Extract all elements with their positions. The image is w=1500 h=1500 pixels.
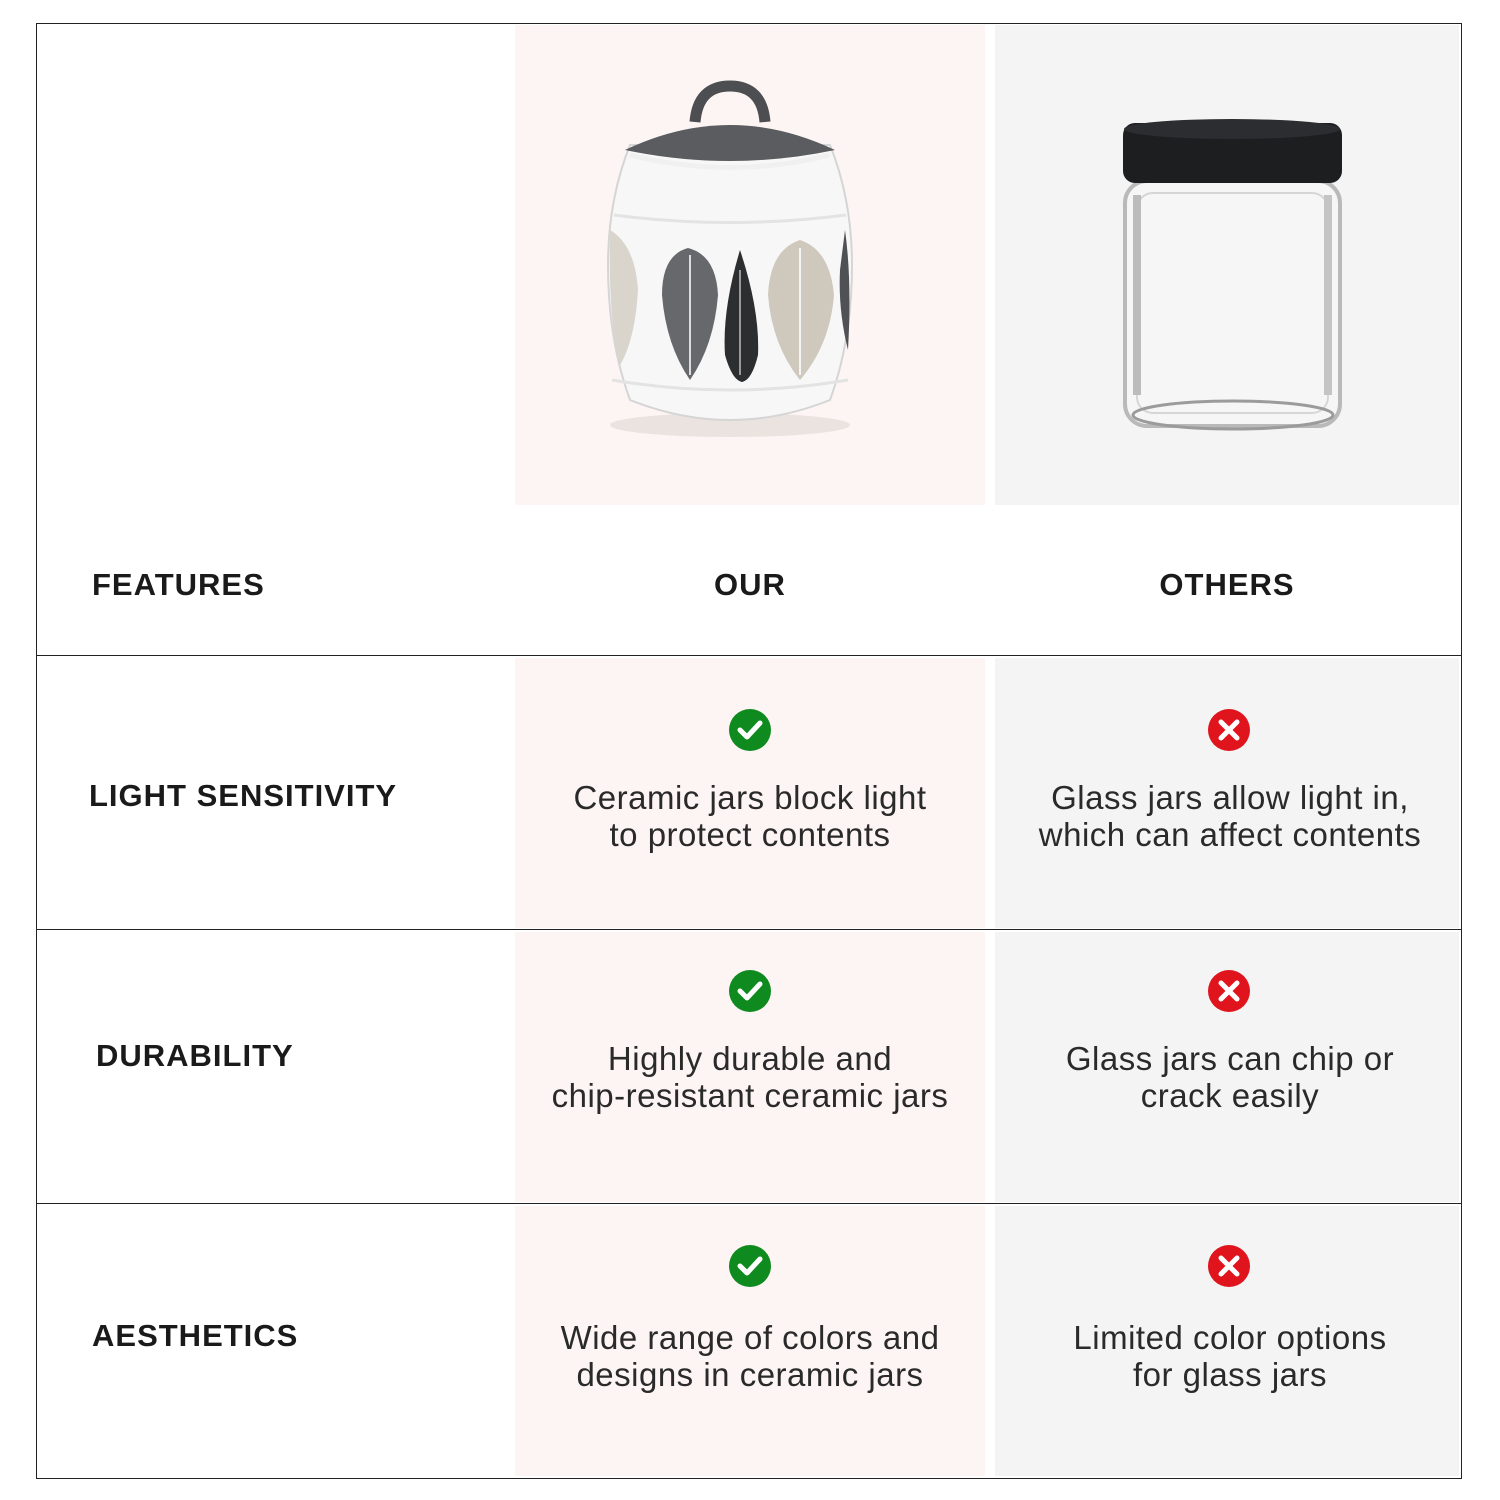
our-light-line1: Ceramic jars block light: [573, 779, 927, 816]
feature-light-sensitivity: LIGHT SENSITIVITY: [89, 778, 398, 813]
our-durability-line1: Highly durable and: [607, 1040, 893, 1077]
divider-row1: [36, 929, 1462, 930]
cross-icon: [1207, 708, 1251, 752]
divider-header: [36, 655, 1462, 656]
our-light-line2: to protect contents: [609, 816, 891, 853]
ceramic-jar-icon: [590, 80, 870, 445]
cross-icon: [1207, 969, 1251, 1013]
feature-aesthetics: AESTHETICS: [92, 1318, 299, 1353]
glass-jar-icon: [1115, 115, 1350, 445]
check-icon: [728, 708, 772, 752]
check-icon: [728, 969, 772, 1013]
check-icon: [728, 1244, 772, 1288]
features-header: FEATURES: [92, 567, 265, 602]
our-aesthetics-line2: designs in ceramic jars: [576, 1356, 924, 1393]
our-light-sensitivity-text: [515, 779, 985, 853]
our-durability-text: [515, 1040, 985, 1114]
others-light-sensitivity-text: [995, 779, 1465, 853]
others-light-line1: Glass jars allow light in,: [1051, 779, 1409, 816]
others-aesthetics-line1: Limited color options: [1073, 1319, 1387, 1356]
our-durability-line2: chip-resistant ceramic jars: [551, 1077, 949, 1114]
divider-row2: [36, 1203, 1462, 1204]
others-durability-line2: crack easily: [1140, 1077, 1320, 1114]
our-aesthetics-text: [515, 1319, 985, 1393]
feature-durability: DURABILITY: [96, 1038, 294, 1073]
others-light-line2: which can affect contents: [1038, 816, 1422, 853]
others-durability-text: [995, 1040, 1465, 1114]
others-durability-line1: Glass jars can chip or: [1065, 1040, 1395, 1077]
our-aesthetics-line1: Wide range of colors and: [560, 1319, 940, 1356]
others-header: OTHERS: [1159, 567, 1295, 602]
others-aesthetics-text: [995, 1319, 1465, 1393]
our-header: OUR: [714, 567, 786, 602]
cross-icon: [1207, 1244, 1251, 1288]
others-aesthetics-line2: for glass jars: [1132, 1356, 1328, 1393]
